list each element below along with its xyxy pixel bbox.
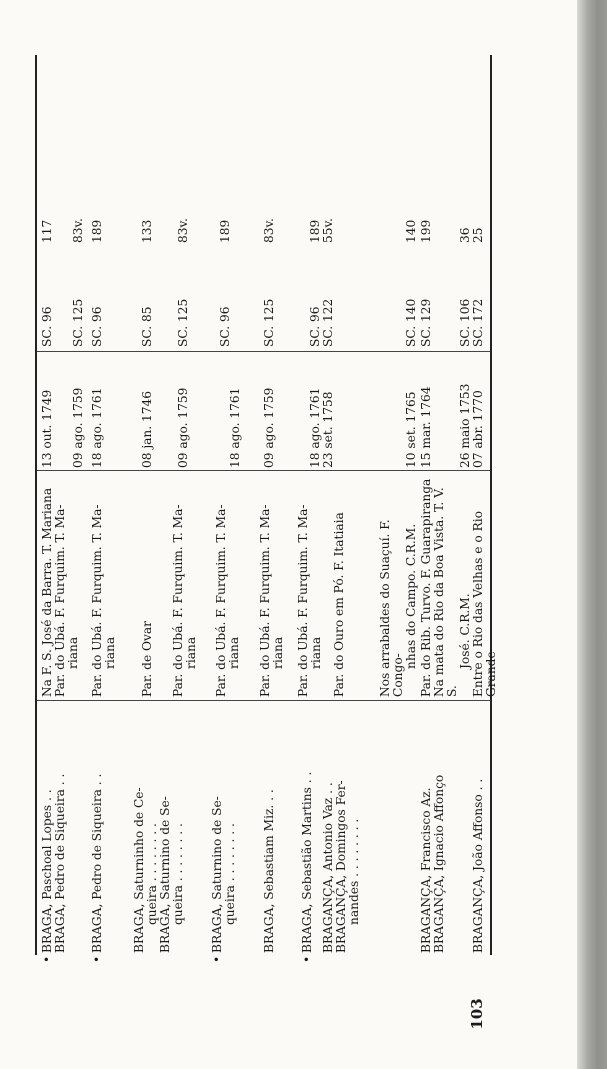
person-name: BRAGA, Pedro de Siqueira . . xyxy=(90,773,104,953)
person-name: BRAGANÇA, Antonio Vaz . . xyxy=(321,782,335,953)
folio-ref: 140 xyxy=(404,219,418,243)
date: 13 out. 1749 xyxy=(40,389,54,468)
source-code: SC. 96 xyxy=(218,306,232,347)
name-continuation: queira . . . . . . . . xyxy=(223,823,237,925)
column-divider xyxy=(37,700,490,701)
folio-ref: 133 xyxy=(140,219,154,243)
source-code: SC. 85 xyxy=(140,306,154,347)
date: 09 ago. 1759 xyxy=(176,387,190,468)
index-table xyxy=(37,55,498,963)
date: 18 ago. 1761 xyxy=(308,387,322,468)
date: 09 ago. 1759 xyxy=(262,387,276,468)
name-continuation: queira . . . . . . . . xyxy=(171,823,185,925)
date: 23 set. 1758 xyxy=(321,391,335,468)
place: Nos arrabaldes do Suaçuí. F. Congo- xyxy=(378,519,405,697)
folio-ref: 199 xyxy=(419,219,433,243)
source-code: SC. 125 xyxy=(71,298,85,347)
place: Entre o Rio das Velhas e o Rio Grande xyxy=(471,511,498,697)
date: 10 set. 1765 xyxy=(404,391,418,468)
person-name: BRAGANÇA, Ignacio Affonço xyxy=(432,774,446,953)
person-name: BRAGA, Pedro de Siqueira . . xyxy=(53,773,67,953)
date: 18 ago. 1761 xyxy=(90,387,104,468)
person-name: BRAGA, Saturnino de Se- xyxy=(210,796,224,953)
row-bullet: • xyxy=(90,955,104,963)
date: 09 ago. 1759 xyxy=(71,387,85,468)
place-continuation: riana xyxy=(271,636,285,669)
row-bullet: • xyxy=(300,955,314,963)
page-number: 103 xyxy=(468,998,486,1030)
column-divider xyxy=(37,470,490,471)
source-code: SC. 125 xyxy=(262,298,276,347)
name-continuation: queira . . . . . . . . xyxy=(145,823,159,925)
person-name: BRAGA, Sebastiam Miz. . . xyxy=(262,789,276,953)
place: Par. do Rib. Turvo. F. Guarapiranga xyxy=(419,478,433,697)
place-continuation: José. C.R.M. xyxy=(458,593,472,669)
place: Par. do Ubá. F. Furquim. T. Ma- xyxy=(296,504,310,697)
folio-ref: 36 xyxy=(458,227,472,243)
column-divider xyxy=(37,351,490,352)
place: Na mata do Rio da Boa Vista. T. V. S. xyxy=(432,487,459,697)
place-continuation: riana xyxy=(184,636,198,669)
person-name: BRAGA, Saturnino de Se- xyxy=(158,796,172,953)
person-name: BRAGANÇA, João Affonso . . xyxy=(471,778,485,953)
row-bullet: • xyxy=(210,955,224,963)
folio-ref: 189 xyxy=(218,219,232,243)
person-name: BRAGA, Sebastião Martins . . xyxy=(300,771,314,953)
source-code: SC. 129 xyxy=(419,298,433,347)
place: Par. do Ubá. F. Furquim. T. Ma- xyxy=(90,504,104,697)
person-name: BRAGA, Saturninho de Ce- xyxy=(132,787,146,953)
source-code: SC. 106 xyxy=(458,298,472,347)
source-code: SC. 96 xyxy=(90,306,104,347)
place: Par. do Ubá. F. Furquim. T. Ma- xyxy=(258,504,272,697)
folio-ref: 83v. xyxy=(176,218,190,243)
date: 15 mar. 1764 xyxy=(419,386,433,468)
date: 08 jan. 1746 xyxy=(140,390,154,468)
folio-ref: 55v. xyxy=(321,218,335,243)
place-continuation: riana xyxy=(66,636,80,669)
source-code: SC. 122 xyxy=(321,298,335,347)
place-continuation: riana xyxy=(227,636,241,669)
place-continuation: riana xyxy=(309,636,323,669)
folio-ref: 25 xyxy=(471,227,485,243)
folio-ref: 189 xyxy=(308,219,322,243)
folio-ref: 117 xyxy=(40,219,54,243)
place: Par. do Ouro em Pó. F. Itatiaia xyxy=(332,512,346,697)
source-code: SC. 96 xyxy=(308,306,322,347)
folio-ref: 189 xyxy=(90,219,104,243)
source-code: SC. 125 xyxy=(176,298,190,347)
book-spine-shadow xyxy=(577,0,607,1069)
place-continuation: nhas do Campo. C.R.M. xyxy=(404,523,418,669)
person-name: BRAGANÇA, Domingos Fer- xyxy=(334,780,348,953)
place: Na F. S. José da Barra. T. Mariana xyxy=(40,487,54,697)
date: 07 abr. 1770 xyxy=(471,390,485,468)
place: Par. do Ubá. F. Furquim. T. Ma- xyxy=(53,504,67,697)
name-continuation: nandes . . . . . . . . xyxy=(347,818,361,925)
person-name: BRAGA, Paschoal Lopes . . xyxy=(40,789,54,953)
source-code: SC. 172 xyxy=(471,298,485,347)
row-bullet: • xyxy=(40,955,54,963)
place: Par. do Ubá. F. Furquim. T. Ma- xyxy=(214,504,228,697)
place: Par. de Ovar xyxy=(140,620,154,697)
source-code: SC. 140 xyxy=(404,298,418,347)
rotated-table-body xyxy=(37,55,498,963)
date: 26 maio 1753 xyxy=(458,383,472,468)
folio-ref: 83v. xyxy=(262,218,276,243)
date: 18 ago. 1761 xyxy=(228,387,242,468)
place-continuation: riana xyxy=(103,636,117,669)
person-name: BRAGANÇA, Francisco Az. xyxy=(419,787,433,953)
folio-ref: 83v. xyxy=(71,218,85,243)
place: Par. do Ubá. F. Furquim. T. Ma- xyxy=(171,504,185,697)
source-code: SC. 96 xyxy=(40,306,54,347)
